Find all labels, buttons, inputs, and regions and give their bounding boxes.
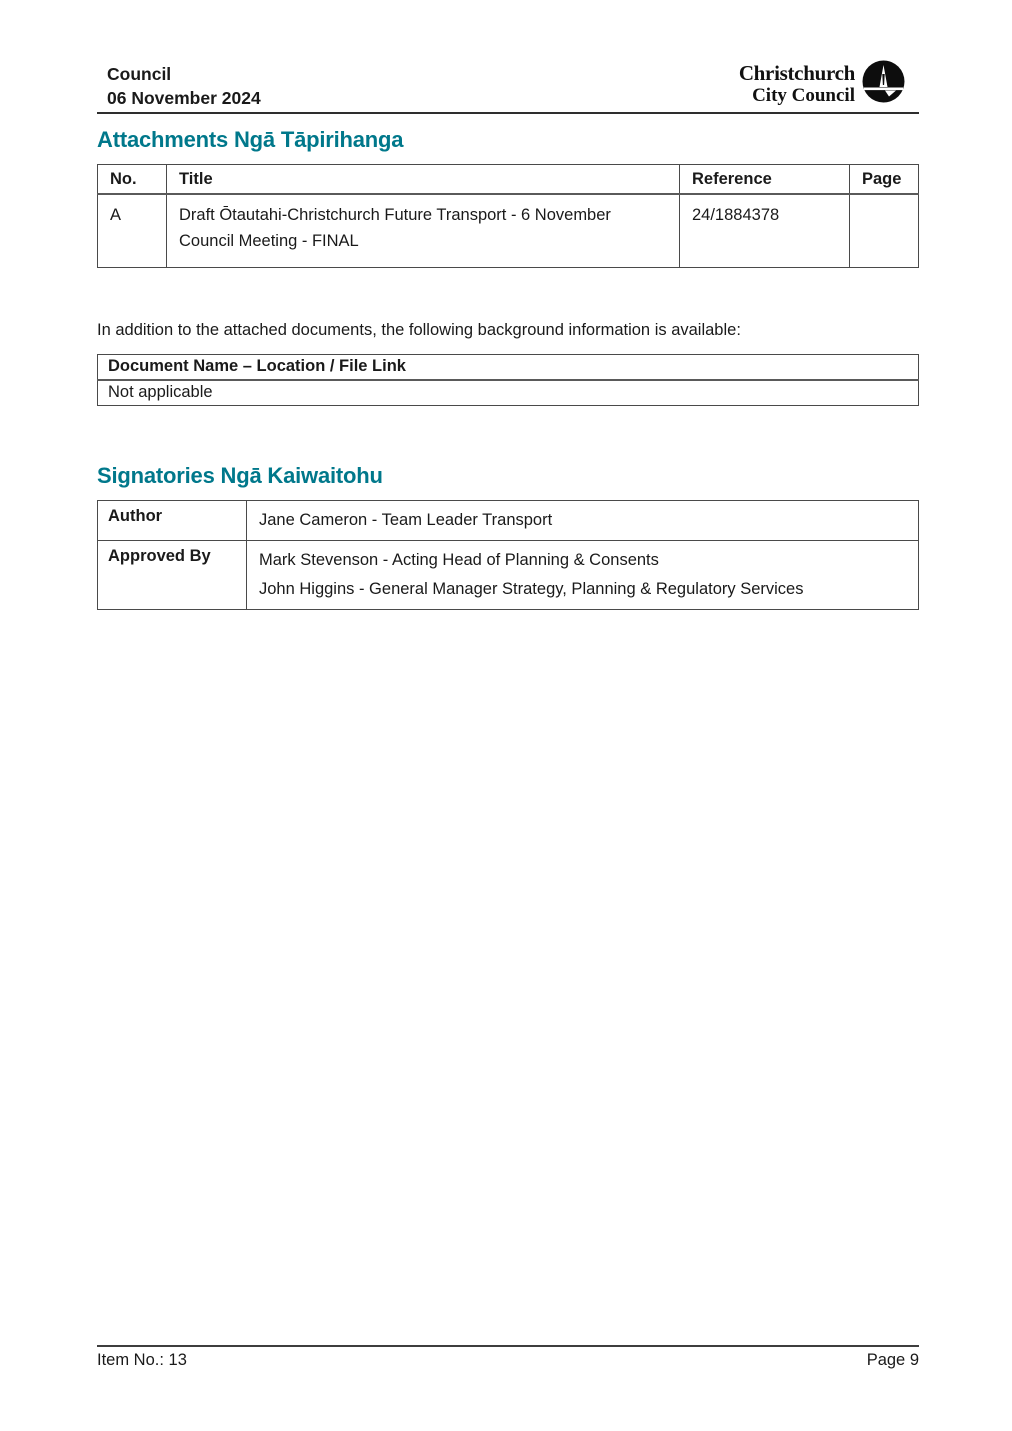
meeting-date: 06 November 2024 — [107, 88, 261, 108]
logo-text-line1: Christchurch — [738, 61, 855, 85]
cathedral-emblem-icon — [862, 60, 905, 108]
footer-item-number: Item No.: 13 — [97, 1351, 187, 1369]
column-header-page: Page — [850, 165, 919, 195]
council-logo — [739, 60, 919, 108]
attachments-table — [97, 164, 919, 268]
header-meta — [107, 62, 261, 110]
column-header-no: No. — [98, 165, 167, 195]
approver-name-role-1: Mark Stevenson - Acting Head of Planning & Consents — [259, 551, 659, 569]
background-table-row — [98, 380, 919, 406]
attachment-page — [850, 194, 919, 268]
approved-by-row — [98, 541, 919, 610]
column-header-document-name: Document Name – Location / File Link — [98, 355, 919, 381]
attachment-reference: 24/1884378 — [680, 194, 850, 268]
attachment-title: Draft Ōtautahi-Christchurch Future Transport - 6 November Council Meeting - FINAL — [167, 194, 680, 268]
column-header-reference: Reference — [680, 165, 850, 195]
background-table-value: Not applicable — [98, 380, 919, 406]
signatories-heading: Signatories Ngā Kaiwaitohu — [97, 463, 383, 488]
header-divider — [97, 112, 919, 114]
footer-page-number: Page 9 — [866, 1351, 919, 1369]
approver-name-role-2: John Higgins - General Manager Strategy, Planning & Regulatory Services — [259, 580, 804, 598]
document-footer — [97, 1345, 919, 1370]
council-logo-wordmark — [739, 63, 855, 105]
approved-by-value — [247, 541, 919, 610]
author-name-role: Jane Cameron - Team Leader Transport — [259, 511, 553, 529]
document-page — [97, 62, 919, 610]
background-info-table — [97, 354, 919, 406]
document-header — [97, 62, 919, 110]
background-table-header-row — [98, 355, 919, 381]
attachments-heading: Attachments Ngā Tāpirihanga — [97, 127, 404, 152]
logo-text-line2: City Council — [752, 85, 855, 106]
column-header-title: Title — [167, 165, 680, 195]
attachment-row — [98, 194, 919, 268]
author-row — [98, 501, 919, 541]
attachments-table-header-row — [98, 165, 919, 195]
approved-by-label: Approved By — [98, 541, 247, 610]
committee-name: Council — [107, 64, 172, 84]
author-value — [247, 501, 919, 541]
background-info-intro: In addition to the attached documents, the following background information is available: — [97, 321, 741, 339]
author-label: Author — [98, 501, 247, 541]
signatories-table — [97, 500, 919, 610]
attachment-no: A — [98, 194, 167, 268]
